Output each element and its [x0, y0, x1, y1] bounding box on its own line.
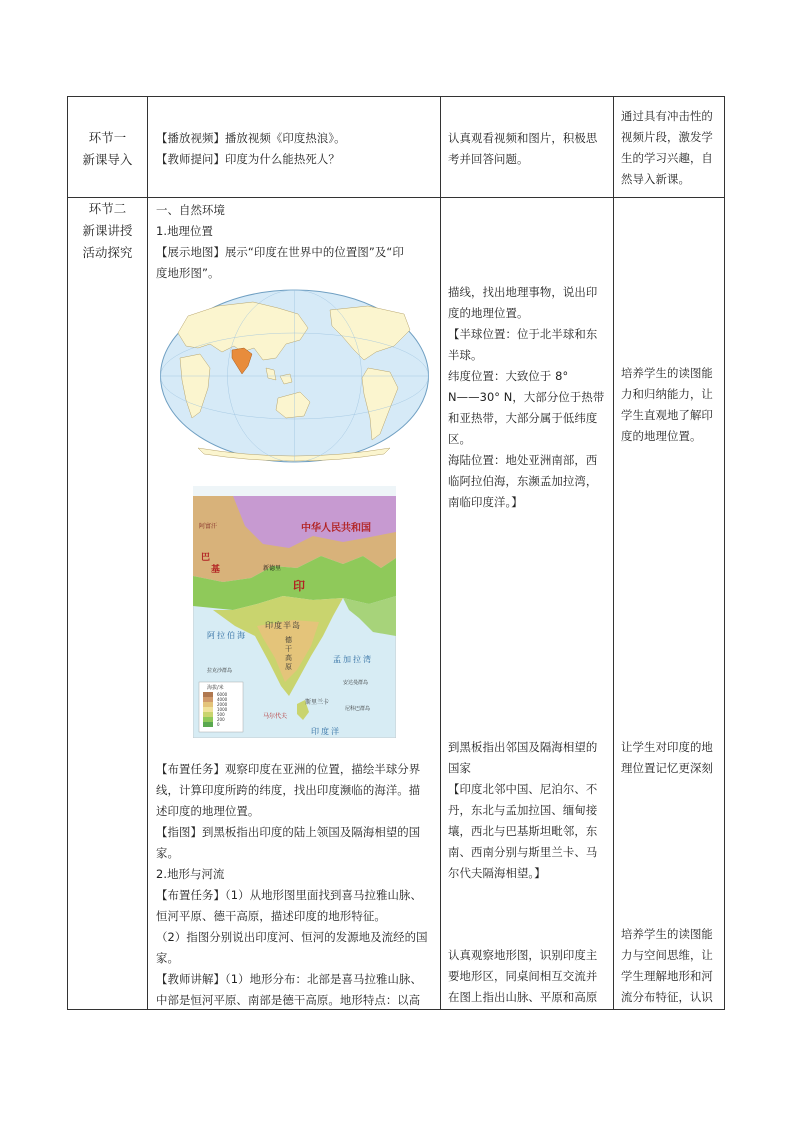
text-line: 【半球位置：位于北半球和东	[448, 327, 598, 341]
world-location-map	[158, 288, 431, 463]
text-line: 要地形区，同桌间相互交流并	[448, 969, 598, 983]
design-intent-block-a	[621, 363, 723, 447]
text-line: 通过具有冲击性的	[621, 109, 713, 123]
table-top-border	[67, 96, 725, 97]
legend-value: 200	[217, 717, 225, 722]
stage-line: 环节一	[88, 130, 127, 145]
deccan-plateau-label: 原	[285, 663, 292, 671]
text-line: 【播放视频】播放视频《印度热浪》。	[156, 131, 346, 145]
text-line: 在图上指出山脉、平原和高原	[448, 990, 598, 1004]
maldives-label: 马尔代夫	[263, 713, 288, 720]
text-line: 2.地形与河流	[156, 867, 225, 881]
elevation-legend	[199, 682, 243, 732]
student-activity-cell-1	[448, 128, 610, 170]
text-line: 让学生对印度的地	[621, 740, 713, 754]
design-intent-cell-1	[621, 106, 723, 190]
column-divider-2	[440, 96, 441, 1010]
text-line: 中部是恒河平原、南部是德干高原。地形特点：以高	[156, 993, 421, 1007]
text-line: 恒河平原、德干高原，描述印度的地形特征。	[156, 909, 386, 923]
text-line: 南、西南分别与斯里兰卡、马	[448, 845, 598, 859]
text-line: 【教师提问】印度为什么能热死人？	[156, 152, 340, 166]
deccan-plateau-label: 德	[285, 636, 292, 644]
student-activity-block-a	[448, 282, 612, 513]
text-line: 【展示地图】展示“印度在世界中的位置图”及“印	[156, 245, 404, 259]
indian-ocean-label: 洋	[331, 727, 339, 736]
text-line: 海陆位置：地处亚洲南部，西	[448, 453, 598, 467]
text-line: 考并回答问题。	[448, 152, 529, 166]
indian-ocean-label: 印	[311, 727, 319, 736]
text-line: 度地形图”。	[156, 266, 220, 280]
arabian-sea-label: 海	[237, 631, 245, 640]
bengal-label: 湾	[363, 655, 371, 664]
text-line: 纬度位置：大致位于 8°	[448, 369, 569, 383]
deccan-plateau-label: 高	[285, 654, 292, 662]
text-line: 尔代夫隔海相望。】	[448, 866, 546, 880]
text-line: 认真观察地形图，识别印度主	[448, 948, 598, 962]
bengal-label: 加	[343, 655, 351, 664]
text-line: 一、自然环境	[156, 203, 225, 217]
deccan-peninsula-label: 度	[274, 621, 282, 630]
text-line: 描线，找出地理事物，说出印	[448, 285, 598, 299]
legend-value: 1000	[217, 707, 228, 712]
text-line: 和亚热带，大部分属于低纬度	[448, 411, 598, 425]
legend-value: 0	[217, 722, 220, 727]
text-line: 度的地理位置。	[448, 306, 529, 320]
row-divider	[67, 197, 725, 198]
lakshadweep-label: 拉克沙群岛	[207, 668, 233, 674]
text-line: 力和归纳能力，让	[621, 387, 713, 401]
text-line: 培养学生的读图能	[621, 927, 713, 941]
afghanistan-label: 阿富汗	[199, 523, 218, 530]
text-line: 丹，东北与孟加拉国、缅甸接	[448, 803, 598, 817]
bengal-label: 孟	[333, 655, 341, 664]
legend-value: 6000	[217, 692, 228, 697]
text-line: 【布置任务】观察印度在亚洲的位置，描绘半球分界	[156, 762, 421, 776]
text-line: 家。	[156, 951, 179, 965]
text-line: N——30° N，大部分位于热带	[448, 390, 605, 404]
text-line: 度的地理位置。	[621, 429, 702, 443]
text-line: 区。	[448, 432, 471, 446]
pakistan-label: 巴	[201, 553, 211, 563]
arabian-sea-label: 拉	[217, 631, 225, 640]
text-line: 【印度北邻中国、尼泊尔、不	[448, 782, 598, 796]
legend-title: 海拔/米	[207, 685, 224, 691]
indian-ocean-label: 度	[321, 727, 329, 736]
design-intent-block-b	[621, 737, 723, 779]
text-line: 流分布特征，认识	[621, 990, 713, 1004]
text-line: 家。	[156, 846, 179, 860]
stage-line: 新课导入	[82, 152, 133, 167]
india-topographic-map	[193, 486, 396, 738]
india-label: 印	[293, 579, 306, 593]
deccan-peninsula-label: 岛	[292, 621, 300, 630]
text-line: 国家	[448, 761, 471, 775]
stage-line: 新课讲授	[82, 223, 133, 238]
text-line: 认真观看视频和图片，积极思	[448, 131, 598, 145]
student-activity-block-b	[448, 737, 612, 884]
stage-line: 活动探究	[82, 245, 133, 260]
text-line: 临阿拉伯海，东濒孟加拉湾，	[448, 474, 598, 488]
stage-cell-1	[68, 127, 147, 171]
text-line: 培养学生的读图能	[621, 366, 713, 380]
legend-value: 2000	[217, 702, 228, 707]
text-line: 【布置任务】（1）从地形图里面找到喜马拉雅山脉、	[156, 888, 422, 902]
text-line: 然导入新课。	[621, 172, 690, 186]
andaman-label: 安达曼群岛	[343, 680, 369, 686]
text-line: 述印度的地理位置。	[156, 804, 260, 818]
deccan-plateau-label: 干	[285, 645, 292, 653]
text-line: 学生直观地了解印	[621, 408, 713, 422]
text-line: 到黑板指出邻国及隔海相望的	[448, 740, 598, 754]
design-intent-block-c	[621, 924, 723, 1008]
newdelhi-label: 新德里	[263, 565, 282, 572]
deccan-peninsula-label: 印	[265, 621, 273, 630]
text-line: 理位置记忆更深刻	[621, 761, 713, 775]
text-line: 南临印度洋。】	[448, 495, 523, 509]
text-line: 半球。	[448, 348, 483, 362]
teacher-activity-cell-2-bottom	[156, 759, 438, 1011]
stage-cell-2	[68, 198, 147, 264]
deccan-peninsula-label: 半	[283, 621, 291, 630]
bengal-label: 拉	[353, 655, 361, 664]
nicobar-label: 尼科巴群岛	[345, 706, 371, 712]
text-line: 学生理解地形和河	[621, 969, 713, 983]
teacher-activity-cell-2-top	[156, 200, 438, 284]
text-line: 【教师讲解】（1）地形分布：北部是喜马拉雅山脉、	[156, 972, 422, 986]
student-activity-block-c	[448, 945, 612, 1008]
text-line: 力与空间思维，让	[621, 948, 713, 962]
pakistan-label: 基	[211, 565, 221, 575]
text-line: （2）指图分别说出印度河、恒河的发源地及流经的国	[156, 930, 428, 944]
srilanka-label: 斯里兰卡	[305, 699, 330, 706]
table-right-border	[724, 96, 725, 1010]
text-line: 【指图】到黑板指出印度的陆上领国及隔海相望的国	[156, 825, 421, 839]
text-line: 生的学习兴趣，自	[621, 151, 713, 165]
teacher-activity-cell-1	[156, 128, 438, 170]
text-line: 视频片段，激发学	[621, 130, 713, 144]
column-divider-1	[147, 96, 148, 1010]
text-line: 1.地理位置	[156, 224, 214, 238]
china-label: 中华人民共和国	[301, 523, 371, 534]
column-divider-3	[613, 96, 614, 1010]
arabian-sea-label: 伯	[227, 631, 235, 640]
stage-line: 环节二	[88, 201, 127, 216]
legend-value: 500	[217, 712, 225, 717]
text-line: 线，计算印度所跨的纬度，找出印度濒临的海洋。描	[156, 783, 421, 797]
legend-value: 4000	[217, 697, 228, 702]
text-line: 壤，西北与巴基斯坦毗邻，东	[448, 824, 598, 838]
arabian-sea-label: 阿	[207, 631, 215, 640]
